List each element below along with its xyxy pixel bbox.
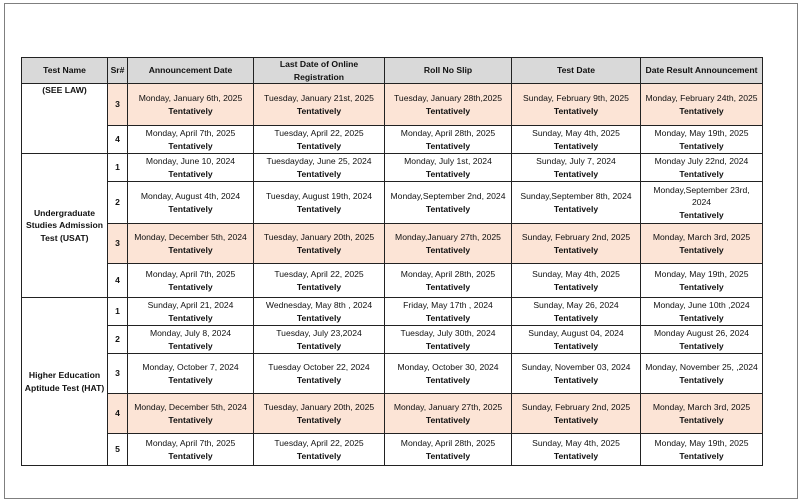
date-text: Tuesday, July 23,2024	[276, 328, 362, 338]
date-text: Monday,January 27th, 2025	[395, 232, 501, 242]
tentative-note: Tentatively	[679, 140, 724, 151]
date-text: Monday August 26, 2024	[653, 328, 750, 338]
date-text: Monday, July 8, 2024	[149, 328, 232, 338]
tentative-note: Tentatively	[553, 281, 599, 292]
tentative-note: Tentatively	[168, 374, 213, 385]
date-cell	[254, 154, 385, 182]
tentative-note: Tentatively	[553, 450, 599, 461]
tentative-note: Tentatively	[168, 140, 213, 151]
date-cell	[512, 182, 641, 224]
date-text: Tuesday, April 22, 2025	[274, 128, 364, 138]
date-text: Tuesday, January 28th,2025	[394, 93, 502, 103]
date-text: Tuesday, April 22, 2025	[274, 438, 364, 448]
date-cell	[641, 154, 763, 182]
date-text: Sunday, November 03, 2024	[521, 362, 631, 372]
date-text: Monday, July 1st, 2024	[404, 156, 492, 166]
date-cell	[254, 126, 385, 154]
date-cell	[128, 84, 254, 126]
date-cell	[128, 126, 254, 154]
sr-cell: 3	[108, 84, 128, 126]
date-text: Friday, May 17th , 2024	[403, 300, 493, 310]
tentative-note: Tentatively	[679, 209, 724, 220]
date-text: Sunday, July 7, 2024	[536, 156, 616, 166]
tentative-note: Tentatively	[296, 450, 342, 461]
date-text: Monday, March 3rd, 2025	[652, 402, 751, 412]
date-cell	[385, 394, 512, 434]
date-text: Wednesday, May 8th , 2024	[265, 300, 373, 310]
date-cell	[254, 354, 385, 394]
tentative-note: Tentatively	[296, 105, 342, 116]
date-cell	[254, 394, 385, 434]
header-test-name: Test Name	[22, 58, 108, 84]
tentative-note: Tentatively	[425, 168, 471, 179]
date-cell	[385, 326, 512, 354]
date-cell	[385, 126, 512, 154]
tentative-note: Tentatively	[425, 312, 471, 323]
tentative-note: Tentatively	[168, 168, 213, 179]
date-text: Monday, December 5th, 2024	[134, 232, 247, 242]
date-text: Tuesday, April 22, 2025	[274, 269, 364, 279]
date-text: Monday,September 23rd, 2024	[653, 184, 750, 208]
date-text: Monday,September 2nd, 2024	[390, 191, 506, 201]
tentative-note: Tentatively	[553, 312, 599, 323]
tentative-note: Tentatively	[425, 374, 471, 385]
header-announcement-date: Announcement Date	[128, 58, 254, 84]
date-text: Tuesdayday, June 25, 2024	[266, 156, 372, 166]
date-text: Monday, March 3rd, 2025	[652, 232, 751, 242]
tentative-note: Tentatively	[168, 414, 213, 425]
date-text: Sunday, April 21, 2024	[147, 300, 234, 310]
date-text: Sunday, May 4th, 2025	[532, 269, 620, 279]
tentative-note: Tentatively	[296, 281, 342, 292]
date-cell	[512, 434, 641, 466]
date-text: Monday, April 28th, 2025	[400, 269, 496, 279]
date-text: Monday, January 6th, 2025	[138, 93, 243, 103]
tentative-note: Tentatively	[296, 203, 342, 214]
table-row	[22, 354, 763, 394]
date-text: Monday, January 27th, 2025	[393, 402, 503, 412]
sr-cell: 1	[108, 298, 128, 326]
tentative-note: Tentatively	[679, 374, 724, 385]
date-text: Monday, February 24th, 2025	[645, 93, 758, 103]
table-row	[22, 126, 763, 154]
date-text: Monday, April 28th, 2025	[400, 438, 496, 448]
test-schedule-table	[21, 57, 763, 466]
date-text: Sunday, February 9th, 2025	[523, 93, 629, 103]
tentative-note: Tentatively	[425, 414, 471, 425]
tentative-note: Tentatively	[425, 244, 471, 255]
tentative-note: Tentatively	[296, 340, 342, 351]
tentative-note: Tentatively	[553, 374, 599, 385]
tentative-note: Tentatively	[168, 450, 213, 461]
table-row	[22, 182, 763, 224]
date-cell	[512, 154, 641, 182]
tentative-note: Tentatively	[168, 312, 213, 323]
date-cell	[385, 84, 512, 126]
date-text: Tuesday, January 20th, 2025	[263, 232, 375, 242]
date-text: Sunday, May 4th, 2025	[532, 438, 620, 448]
date-cell	[641, 354, 763, 394]
sr-cell: 1	[108, 154, 128, 182]
date-cell	[512, 126, 641, 154]
date-cell	[128, 326, 254, 354]
tentative-note: Tentatively	[553, 414, 599, 425]
table-row	[22, 326, 763, 354]
tentative-note: Tentatively	[296, 168, 342, 179]
tentative-note: Tentatively	[168, 281, 213, 292]
table-row	[22, 154, 763, 182]
tentative-note: Tentatively	[679, 340, 724, 351]
date-text: Monday, April 7th, 2025	[145, 269, 236, 279]
date-cell	[128, 298, 254, 326]
date-cell	[385, 154, 512, 182]
tentative-note: Tentatively	[296, 312, 342, 323]
date-text: Sunday, February 2nd, 2025	[521, 402, 631, 412]
sr-cell: 3	[108, 224, 128, 264]
date-text: Sunday, February 2nd, 2025	[521, 232, 631, 242]
tentative-note: Tentatively	[168, 105, 213, 116]
date-cell	[385, 354, 512, 394]
table-body	[22, 84, 763, 466]
date-cell	[254, 298, 385, 326]
date-cell	[385, 182, 512, 224]
date-cell	[128, 264, 254, 298]
date-cell	[128, 154, 254, 182]
date-text: Monday, May 19th, 2025	[654, 128, 749, 138]
date-text: Tuesday, August 19th, 2024	[265, 191, 373, 201]
sr-cell: 2	[108, 182, 128, 224]
date-cell	[254, 182, 385, 224]
date-text: Monday, April 7th, 2025	[145, 438, 236, 448]
tentative-note: Tentatively	[168, 244, 213, 255]
test-name-cell: Undergraduate Studies Admission Test (USAT)	[22, 154, 108, 298]
date-text: Tuesday, July 30th, 2024	[400, 328, 496, 338]
date-cell	[128, 394, 254, 434]
date-cell	[641, 224, 763, 264]
sr-cell: 5	[108, 434, 128, 466]
date-cell	[512, 84, 641, 126]
date-text: Monday July 22nd, 2024	[654, 156, 749, 166]
table-row	[22, 264, 763, 298]
table-row	[22, 84, 763, 126]
tentative-note: Tentatively	[425, 140, 471, 151]
date-cell	[512, 354, 641, 394]
tentative-note: Tentatively	[425, 203, 471, 214]
date-text: Tuesday, January 21st, 2025	[264, 93, 374, 103]
date-cell	[385, 298, 512, 326]
date-cell	[641, 84, 763, 126]
tentative-note: Tentatively	[679, 312, 724, 323]
date-cell	[641, 182, 763, 224]
tentative-note: Tentatively	[679, 244, 724, 255]
tentative-note: Tentatively	[296, 374, 342, 385]
tentative-note: Tentatively	[553, 203, 599, 214]
date-cell	[128, 434, 254, 466]
tentative-note: Tentatively	[425, 450, 471, 461]
date-cell	[512, 264, 641, 298]
date-cell	[641, 126, 763, 154]
tentative-note: Tentatively	[679, 414, 724, 425]
date-cell	[512, 326, 641, 354]
table-row	[22, 434, 763, 466]
sr-cell: 2	[108, 326, 128, 354]
tentative-note: Tentatively	[425, 281, 471, 292]
date-cell	[128, 354, 254, 394]
test-name-cell: (SEE LAW)	[22, 84, 108, 154]
date-text: Sunday,September 8th, 2024	[520, 191, 632, 201]
table-row	[22, 394, 763, 434]
date-text: Sunday, August 04, 2024	[528, 328, 624, 338]
header-roll-no-slip: Roll No Slip	[385, 58, 512, 84]
header-result-announcement: Date Result Announcement	[641, 58, 763, 84]
tentative-note: Tentatively	[679, 168, 724, 179]
date-cell	[512, 394, 641, 434]
date-cell	[641, 394, 763, 434]
date-cell	[641, 264, 763, 298]
date-text: Monday, October 30, 2024	[397, 362, 499, 372]
date-text: Monday, April 7th, 2025	[145, 128, 236, 138]
tentative-note: Tentatively	[553, 340, 599, 351]
date-cell	[641, 298, 763, 326]
sr-cell: 4	[108, 394, 128, 434]
date-text: Monday, May 19th, 2025	[654, 438, 749, 448]
date-cell	[385, 434, 512, 466]
sr-cell: 4	[108, 126, 128, 154]
sr-cell: 4	[108, 264, 128, 298]
tentative-note: Tentatively	[553, 140, 599, 151]
date-text: Sunday, May 26, 2024	[533, 300, 619, 310]
date-text: Monday, November 25, ,2024	[645, 362, 758, 372]
header-last-date-registration: Last Date of Online Registration	[254, 58, 385, 84]
date-text: Monday, May 19th, 2025	[654, 269, 749, 279]
tentative-note: Tentatively	[296, 244, 342, 255]
date-cell	[254, 84, 385, 126]
date-cell	[385, 224, 512, 264]
date-text: Monday, August 4th, 2024	[140, 191, 241, 201]
tentative-note: Tentatively	[553, 168, 599, 179]
sr-cell: 3	[108, 354, 128, 394]
date-cell	[254, 264, 385, 298]
tentative-note: Tentatively	[296, 414, 342, 425]
date-text: Monday, April 28th, 2025	[400, 128, 496, 138]
tentative-note: Tentatively	[679, 281, 724, 292]
header-sr: Sr#	[108, 58, 128, 84]
date-cell	[512, 224, 641, 264]
header-test-date: Test Date	[512, 58, 641, 84]
tentative-note: Tentatively	[553, 244, 599, 255]
date-text: Tuesday October 22, 2024	[268, 362, 370, 372]
tentative-note: Tentatively	[425, 340, 471, 351]
date-cell	[512, 298, 641, 326]
date-text: Monday, October 7, 2024	[142, 362, 239, 372]
date-cell	[128, 224, 254, 264]
tentative-note: Tentatively	[296, 140, 342, 151]
date-cell	[641, 434, 763, 466]
date-cell	[254, 326, 385, 354]
date-cell	[254, 434, 385, 466]
table-header-row	[22, 58, 763, 84]
tentative-note: Tentatively	[168, 340, 213, 351]
tentative-note: Tentatively	[679, 450, 724, 461]
tentative-note: Tentatively	[679, 105, 724, 116]
date-cell	[128, 182, 254, 224]
table-row	[22, 298, 763, 326]
tentative-note: Tentatively	[168, 203, 213, 214]
table-row	[22, 224, 763, 264]
test-name-cell: Higher Education Aptitude Test (HAT)	[22, 298, 108, 466]
date-text: Tuesday, January 20th, 2025	[263, 402, 375, 412]
tentative-note: Tentatively	[425, 105, 471, 116]
date-text: Sunday, May 4th, 2025	[532, 128, 620, 138]
date-text: Monday, December 5th, 2024	[134, 402, 247, 412]
date-text: Monday, June 10, 2024	[145, 156, 236, 166]
date-cell	[254, 224, 385, 264]
tentative-note: Tentatively	[553, 105, 599, 116]
date-cell	[385, 264, 512, 298]
date-text: Monday, June 10th ,2024	[653, 300, 750, 310]
date-cell	[641, 326, 763, 354]
